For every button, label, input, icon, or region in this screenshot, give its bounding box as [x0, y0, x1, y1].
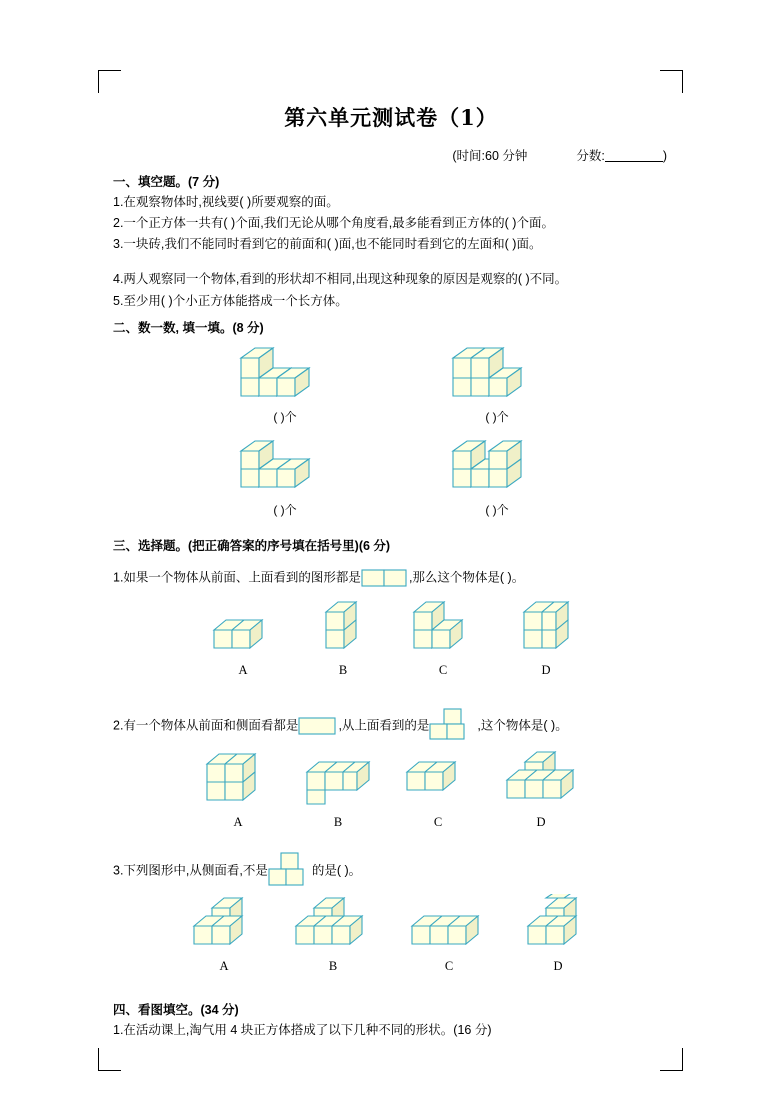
q3-option-b-figure — [290, 894, 376, 956]
q3-shape-side-view — [268, 852, 312, 890]
q3-text-pre: 3.下列图形中,从侧面看,不是 — [113, 862, 268, 877]
figure-3-count: ( )个 — [273, 502, 297, 517]
section-3-q3 — [113, 852, 669, 890]
score-blank — [605, 149, 663, 162]
exam-meta-close: ) — [662, 149, 667, 163]
q2-text-post: ,这个物体是( )。 — [477, 717, 568, 732]
q1-option-c-label: C — [438, 662, 448, 677]
q2-option-a[interactable] — [201, 750, 275, 830]
q3-option-a[interactable] — [188, 894, 260, 974]
section-1-item-3: 3.一块砖,我们不能同时看到它的前面和( )面,也不能同时看到它的左面和( )面。 — [113, 237, 542, 252]
section-1-item-1: 1.在观察物体时,视线要( )所要观察的面。 — [113, 195, 339, 209]
q1-shape-square-pair — [361, 568, 409, 588]
q2-option-c-figure — [401, 750, 475, 812]
q3-option-c[interactable] — [406, 894, 492, 974]
q1-option-d-figure — [518, 598, 574, 660]
cube-figure-3 — [227, 437, 343, 497]
page-content — [113, 88, 669, 1039]
section-1-item-2: 2.一个正方体一共有( )个面,我们无论从哪个角度看,最多能看到正方体的( )个面。 — [113, 216, 554, 231]
q1-option-c-figure — [408, 598, 478, 660]
q2-option-d[interactable] — [501, 750, 581, 830]
q2-option-d-label: D — [536, 814, 546, 829]
section-3-heading: 三、选择题。(把正确答案的序号填在括号里)(6 分) — [113, 538, 391, 553]
section-4-heading: 四、看图填空。(34 分) — [113, 1002, 239, 1017]
q1-option-b-label: B — [338, 662, 348, 677]
figure-group-3 — [227, 437, 343, 518]
q3-option-d-figure — [522, 894, 594, 956]
q3-option-a-label: A — [219, 958, 229, 973]
figure-4-count: ( )个 — [485, 502, 509, 517]
q2-option-c[interactable] — [401, 750, 475, 830]
exam-meta — [113, 146, 669, 164]
q2-options-row — [113, 750, 669, 830]
q1-text-pre: 1.如果一个物体从前面、上面看到的图形都是 — [113, 569, 361, 584]
page-title: 第六单元测试卷（1） — [284, 105, 498, 130]
q2-text-mid: ,从上面看到的是 — [338, 717, 430, 732]
section-1-item-4: 4.两人观察同一个物体,看到的形状却不相同,出现这种现象的原因是观察的( )不同。 — [113, 272, 568, 287]
figure-1-count: ( )个 — [273, 409, 297, 424]
section-2-heading: 二、数一数, 填一填。(8 分) — [113, 320, 264, 335]
q2-option-a-figure — [201, 750, 275, 812]
q3-option-a-figure — [188, 894, 260, 956]
exam-time: (时间:60 分钟 — [452, 149, 528, 163]
q1-option-d-label: D — [541, 662, 551, 677]
q1-options-row — [113, 598, 669, 678]
q1-text-post: ,那么这个物体是( )。 — [408, 569, 525, 584]
q2-option-a-label: A — [233, 814, 243, 829]
cube-figure-2 — [439, 338, 555, 404]
q3-option-c-figure — [406, 894, 492, 956]
q2-shape-front-view — [298, 716, 338, 736]
q1-option-a-label: A — [238, 662, 248, 677]
cube-figure-4 — [439, 437, 555, 497]
section-1-heading: 一、填空题。(7 分) — [113, 175, 220, 189]
q3-text-post: 的是( )。 — [311, 862, 362, 877]
q2-option-d-figure — [501, 750, 581, 812]
section-4-item-1: 1.在活动课上,淘气用 4 块正方体搭成了以下几种不同的形状。(16 分) — [113, 1022, 492, 1037]
q1-option-c[interactable] — [408, 598, 478, 678]
figure-group-1 — [227, 338, 343, 425]
figure-group-4 — [439, 437, 555, 518]
q2-option-b[interactable] — [301, 750, 375, 830]
crop-mark-bottom-right — [660, 1048, 683, 1071]
q2-option-c-label: C — [433, 814, 443, 829]
cube-figure-1 — [227, 338, 343, 404]
q3-option-b-label: B — [328, 958, 338, 973]
exam-score-label: 分数: — [576, 149, 605, 163]
q3-option-d-label: D — [553, 958, 563, 973]
q2-option-b-label: B — [333, 814, 343, 829]
section-2-row-2 — [113, 437, 669, 518]
section-1-item-5: 5.至少用( )个小正方体能搭成一个长方体。 — [113, 293, 348, 308]
section-2-row-1 — [113, 338, 669, 425]
q2-shape-top-view — [429, 708, 477, 744]
q1-option-d[interactable] — [518, 598, 574, 678]
q2-option-b-figure — [301, 750, 375, 812]
q1-option-a[interactable] — [208, 614, 278, 678]
figure-group-2 — [439, 338, 555, 425]
q1-option-b-figure — [318, 598, 368, 660]
q2-text-pre: 2.有一个物体从前面和侧面看都是 — [113, 717, 299, 732]
q3-option-d[interactable] — [522, 894, 594, 974]
section-3-q1 — [113, 568, 669, 588]
figure-2-count: ( )个 — [485, 409, 509, 424]
q1-option-a-figure — [208, 614, 278, 660]
section-3-q2 — [113, 708, 669, 744]
q3-options-row — [113, 894, 669, 974]
q3-option-c-label: C — [444, 958, 454, 973]
q3-option-b[interactable] — [290, 894, 376, 974]
crop-mark-bottom-left — [98, 1048, 121, 1071]
q1-option-b[interactable] — [318, 598, 368, 678]
